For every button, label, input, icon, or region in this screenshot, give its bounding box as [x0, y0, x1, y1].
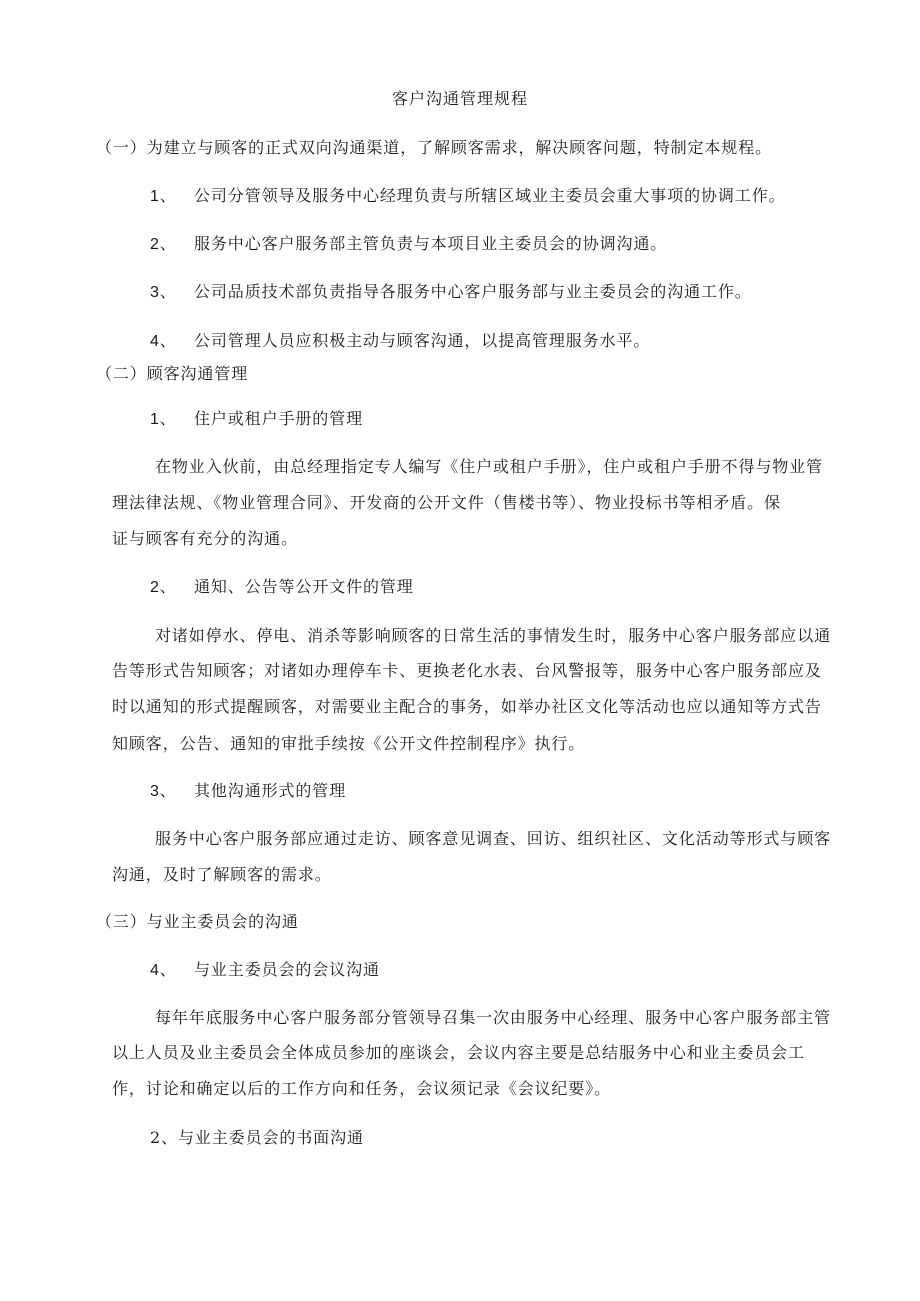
paragraph-line: 对诸如停水、停电、消杀等影响顾客的日常生活的事情发生时，服务中心客户服务部应以通 — [155, 626, 832, 645]
paragraph-line: 以上人员及业主委员会全体成员参加的座谈会，会议内容主要是总结服务中心和业主委员会工 — [112, 1043, 805, 1062]
document-title: 客户沟通管理规程 — [391, 89, 528, 108]
paragraph-line: 每年年底服务中心客户服务部分管领导召集一次由服务中心经理、服务中心客户服务部主管 — [155, 1008, 832, 1027]
subsection-heading — [150, 960, 380, 981]
list-text: 公司分管领导及服务中心经理负责与所辖区域业主委员会重大事项的协调工作。 — [194, 186, 786, 205]
list-item — [150, 282, 752, 303]
list-number: 3、 — [150, 783, 177, 800]
list-text: 与业主委员会的会议沟通 — [194, 960, 380, 979]
list-number: 4、 — [150, 962, 177, 979]
list-number: 2、 — [150, 579, 177, 596]
section-heading: （二）顾客沟通管理 — [96, 364, 249, 383]
paragraph-line: 在物业入伙前，由总经理指定专人编写《住户或租户手册》，住户或租户手册不得与物业管 — [155, 457, 824, 476]
paragraph-line: 理法律法规、《物业管理合同》、开发商的公开文件（售楼书等）、物业投标书等相矛盾。保 — [112, 493, 781, 512]
list-number: 1、 — [150, 188, 177, 205]
list-item — [150, 234, 667, 255]
subsection-heading — [150, 781, 346, 802]
paragraph-line: 服务中心客户服务部应通过走访、顾客意见调查、回访、组织社区、文化活动等形式与顾客 — [155, 829, 832, 848]
paragraph-line: 告等形式告知顾客；对诸如办理停车卡、更换老化水表、台风警报等，服务中心客户服务部应及 — [112, 661, 822, 680]
list-number: 1、 — [150, 411, 177, 428]
intro-paragraph: （一）为建立与顾客的正式双向沟通渠道，了解顾客需求，解决顾客问题，特制定本规程。 — [96, 138, 773, 157]
list-item — [150, 331, 650, 352]
list-text: 服务中心客户服务部主管负责与本项目业主委员会的协调沟通。 — [194, 234, 668, 253]
paragraph-line: 作，讨论和确定以后的工作方向和任务，会议须记录《会议纪要》。 — [112, 1079, 612, 1098]
paragraph-line: 时以通知的形式提醒顾客，对需要业主配合的事务，如举办社区文化等活动也应以通知等方式告 — [112, 697, 822, 716]
list-number: 3、 — [150, 284, 177, 301]
list-number: 4、 — [150, 333, 177, 350]
list-text: 住户或租户手册的管理 — [194, 409, 364, 428]
section-heading: （三）与业主委员会的沟通 — [96, 912, 299, 931]
list-text: 其他沟通形式的管理 — [194, 781, 347, 800]
subsection-heading: 2、与业主委员会的书面沟通 — [150, 1128, 364, 1147]
list-item — [150, 186, 786, 207]
list-text: 公司品质技术部负责指导各服务中心客户服务部与业主委员会的沟通工作。 — [194, 282, 752, 301]
paragraph-line: 知顾客，公告、通知的审批手续按《公开文件控制程序》执行。 — [112, 734, 586, 753]
subsection-heading — [150, 409, 363, 430]
subsection-heading — [150, 577, 414, 598]
list-number: 2、 — [150, 236, 177, 253]
paragraph-line: 沟通，及时了解顾客的需求。 — [112, 865, 332, 884]
list-text: 通知、公告等公开文件的管理 — [194, 577, 414, 596]
paragraph-line: 证与顾客有充分的沟通。 — [112, 529, 298, 548]
list-text: 公司管理人员应积极主动与顾客沟通，以提高管理服务水平。 — [194, 331, 651, 350]
